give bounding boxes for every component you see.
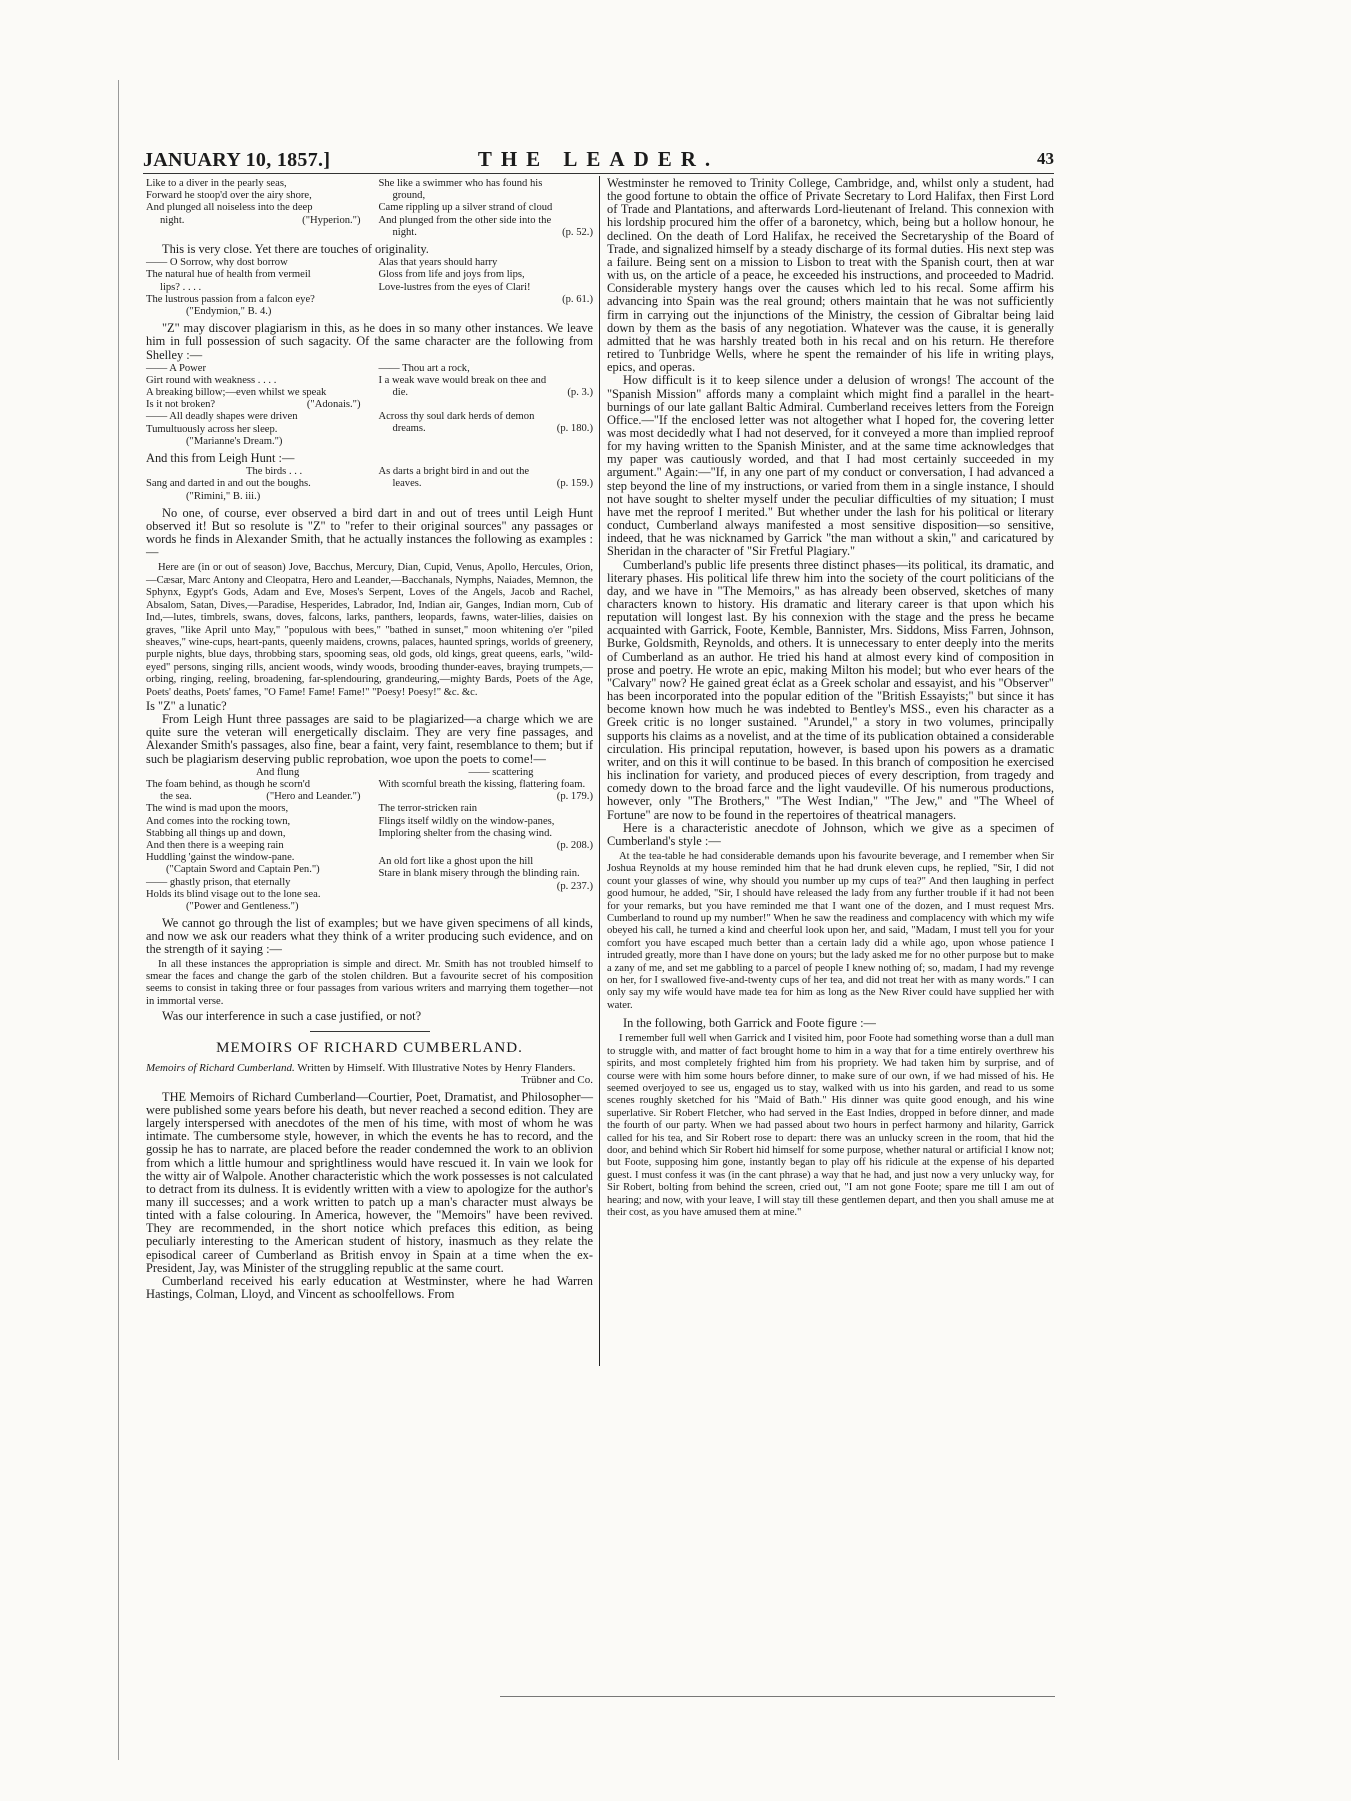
book-details <box>146 1062 593 1087</box>
book-info: Written by Himself. With Illustrative Notes by Henry Flanders. <box>297 1061 576 1074</box>
paragraph: "Z" may discover plagiarism in this, as he does in so many other instances. We leave him in full possession of such sagacity. Of the same character are the following from Shelley :— <box>146 321 593 362</box>
book-title: Memoirs of Richard Cumberland. <box>146 1061 295 1074</box>
section-rule <box>310 1031 430 1032</box>
quotation: At the tea-table he had considerable demands upon his favourite beverage, and I remember when Sir Joshua Reynolds at my house reminded him that he had drunk eleven cups, he replied, "Sir, I did not count your glasses of wine, why should you number up my cups of tea?" And then laughing in perfect good humour, he added, "Sir, I should have released the lady from any further trouble if it had not been for your remarks, but you have reminded me that I want one of the dozen, and I must request Mrs. Cumberland to round up my number!" When he saw the readiness and complacency with which my wife obeyed his call, he turned a kind and cheerful look upon her, and said, "Madam, I must tell you for your comfort you have escaped much better than a certain lady did a while ago, upon whose patience I intruded greatly, more than I have done on yours; but the lady asked me for no other purpose but to make a zany of me, and set me gabbling to a parcel of people I knew nothing of; so, madam, I had my revenge on her, for I swallowed five-and-twenty cups of her tea, and did not treat her with as many words." I can only say my wife would have made tea for him as long as the New River could have supplied her with water. <box>607 850 1054 1011</box>
newspaper-title: THE LEADER. <box>477 147 720 171</box>
verse-hunt: The birds . . . Sang and darted in and out the boughs. ("Rimini," B. iii.) As darts a bright bird in and out the leaves. (p. 159.) <box>146 466 593 502</box>
paragraph: We cannot go through the list of examples; but we have given specimens of all kinds, and now we ask our readers what they think of a writer producing such evidence, and on the strength of it saying :— <box>146 916 593 957</box>
paragraph: THE Memoirs of Richard Cumberland—Courtier, Poet, Dramatist, and Philosopher—were published some years before his death, but never reached a second edition. They are largely interspersed with anecdotes of the men of his time, with most of whom he was intimate. The cumbersome style, however, in which the events he has to record, and the gossip he has to narrate, are placed before the reader condemned the work to an oblivion from which a little humour and sprightliness would have rescued it. In vain we look for the witty air of Walpole. Another characteristic which the work possesses is not calculated to detract from its dulness. It is evidently written with a view to apologize for the author's many ill successes; and a work written to patch up a man's character must always be tinted with a false colouring. In America, however, the "Memoirs" have been revived. They are recommended, in the short notice which prefaces this edition, as being peculiarly interesting to the American student of history, inasmuch as they relate the episodical career of Cumberland as British envoy in Spain at a time when the ex-President, Jay, was Minister of the struggling republic at the same court. <box>146 1089 593 1275</box>
paragraph: Here is a characteristic anecdote of Johnson, which we give as a specimen of Cumberland's style :— <box>607 820 1054 848</box>
paragraph: And this from Leigh Hunt :— <box>146 451 295 466</box>
paragraph: Is "Z" a lunatic? <box>146 698 227 713</box>
page-number: 43 <box>1037 149 1054 168</box>
header-rule <box>143 173 1054 174</box>
column-divider <box>599 176 600 1366</box>
page-header <box>143 147 1054 173</box>
publisher: Trübner and Co. <box>520 1074 593 1087</box>
section-heading: MEMOIRS OF RICHARD CUMBERLAND. <box>216 1040 523 1057</box>
paragraph: In the following, both Garrick and Foote figure :— <box>623 1016 876 1031</box>
footer-rule <box>500 1696 1055 1697</box>
paragraph: This is very close. Yet there are touches of originality. <box>162 242 429 257</box>
quotation: I remember full well when Garrick and I visited him, poor Foote had something worse than a dull man to struggle with, and matter of fact brought home to him in a way that for a time entirely overthrew his spirits, and most completely frighted him from his propriety. We had taken him by surprise, and of course were with him some hours before dinner, to make sure of our own, if we had missed of his. He seemed overjoyed to see us, engaged us to stay, walked with us into his garden, and read to us some scenes roughly sketched for his "Maid of Bath." His dinner was quite good enough, and his wine superlative. Sir Robert Fletcher, who had served in the East Indies, dropped in before dinner, and made the fourth of our party. When we had passed about two hours in perfect harmony and hilarity, Garrick called for his tea, and Sir Robert rose to depart: there was an unlucky screen in the room, that hid the door, and behind which Sir Robert hid himself for some purpose, whether natural or artificial I know not; but Foote, supposing him gone, instantly began to play off his ridicule at the expense of his departed guest. I must confess it was (in the cant phrase) a way that he had, and just now a very unlucky way, for Sir Robert, bolting from behind the screen, cried out, "I am not gone Foote; spare me till I am out of hearing; and now, with your leave, I will stay till these gentlemen depart, and then you shall amuse me at their cost, as you have amused them at mine." <box>607 1033 1054 1219</box>
verse-endymion: —— O Sorrow, why dost borrow The natural hue of health from vermeil lips? . . . . The lustrous passion from a falcon eye? ("Endymion," B. 4.) Alas that years should harry Gloss from life and joys from lips, Love-lustres from the eyes of Clari! (p. 61.) <box>146 257 593 317</box>
header-date: JANUARY 10, 1857.] <box>143 149 331 171</box>
verse-comparisons: And flung The foam behind, as though he scorn'd the sea. ("Hero and Leander.") The wind is mad upon the moors, And comes into the rocking town, Stabbing all things up and down, And then there is a weeping rain Huddling 'gainst the window-pane. ("Captain Sword and Captain Pen.") —— ghastly prison, that eternally Holds its blind visage out to the lone sea. ("Power and Gentleness.") —— scattering With scornful breath the kissing, flattering foam. (p. 179.) The terror-stricken rain Flings itself wildly on the window-panes, Imploring shelter from the chasing wind. (p. 208.) An old fort like a ghost upon the hill Stare in blank misery through the blinding rain. (p. 237.) <box>146 766 593 912</box>
paragraph: Cumberland received his early education at Westminster, where he had Warren Hastings, Colman, Lloyd, and Vincent as schoolfellows. From <box>146 1273 593 1302</box>
quotation: In all these instances the appropriation is simple and direct. Mr. Smith has not troubled himself to smear the faces and change the garb of the stolen children. But a favourite secret of his composition seems to consist in taking three or four passages from various writers and marrying them together—not in immortal verse. <box>146 958 593 1007</box>
left-column <box>146 177 593 1301</box>
paragraph: No one, of course, ever observed a bird dart in and out of trees until Leigh Hunt observed it! But so resolute is "Z" to "refer to their original sources" any passages or words he finds in Alexander Smith, that he actually instances the following as examples :— <box>146 505 593 560</box>
verse-right: She like a swimmer who has found his ground, Came rippling up a silver strand of cloud And plunged from the other side into the night. (p. 52.) <box>378 178 593 238</box>
page-binding-edge <box>118 80 119 1760</box>
quoted-list: Here are (in or out of season) Jove, Bacchus, Mercury, Dian, Cupid, Venus, Apollo, Hercules, Orion,—Cæsar, Marc Antony and Cleopatra, Hero and Leander,—Bacchanals, Nymphs, Naiades, Memnon, the Sphynx, Egypt's Gods, Adam and Eve, Moses's Serpent, Loves of the Angels, Jacob and Rachel, Absalom, Satan, Dives,—Paradise, Hesperides, Labrador, Ind, Indian air, Ganges, Indian morn, Cub of Ind,—lutes, timbrels, swans, doves, falcons, larks, panthers, leopards, fawns, water-lilies, daisies on graves, "like April unto May," "populous with bees," "bathed in sunset," moon whitening o'er "piled sheaves," wine-cups, heart-pants, queenly maidens, crowns, palaces, haunted springs, worlds of greenery, purple nights, blue days, throbbing stars, spooming seas, old gods, old kings, great queens, earls, "wild-eyed" persons, singing rills, ancient woods, windy woods, brooding thunder-eaves, braying trumpets,—orbing, ringing, reeling, broadening, far-splendouring, grandeuring,—mighty Bards, Poets of the Age, Poets' deaths, Poets' fames, "O Fame! Fame! Fame!" "Poesy! Poesy!" &c. &c. <box>146 562 593 698</box>
verse-hyperion <box>146 178 593 239</box>
paragraph: From Leigh Hunt three passages are said to be plagiarized—a charge which we are quite sure the veteran will energetically disclaim. They are very fine passages, and Alexander Smith's passages, also fine, bear a faint, very faint, resemblance to them; but if such be plagiarism deserving public reprobation, woe upon the poets to come!— <box>146 712 593 766</box>
right-column <box>607 177 1054 1223</box>
paragraph: How difficult is it to keep silence under a delusion of wrongs! The account of the "Spanish Mission" affords many a complaint which might find a parallel in the heart-burnings of our late gallant Baltic Admiral. Cumberland receives letters from the Foreign Office.—"If the enclosed letter was not altogether what I hoped for, the covering letter was most decidedly what I had not deserved, for it conveyed a more than implied reproof for my having written to the Spanish Minister, and at the same time acknowledges that my paper was cautiously worded, and that I had most certainly succeeded in my argument." Again:—"If, in any one part of my conduct or conversation, I had advanced a step beyond the line of my instructions, or varied from them in a single instance, I should not have sought to shelter myself under the peculiar difficulties of my situation; I must have met the reproof I merited." But whether under the lash for his political or literary conduct, Cumberland always manifested a most sensitive disposition—so sensitive, indeed, that he was nicknamed by Garrick "the man without a skin," and caricatured by Sheridan in the character of "Sir Fretful Plagiary." <box>607 373 1054 559</box>
verse-left: Like to a diver in the pearly seas, Forward he stoop'd over the airy shore, And plunged all noiseless into the deep night. ("Hyperion.") <box>146 178 361 226</box>
paragraph: Westminster he removed to Trinity College, Cambridge, and, whilst only a student, had the good fortune to obtain the office of Private Secretary to Lord Halifax, then First Lord of Trade and Plantations, and afterwards Lord-lieutenant of Ireland. This connexion with his lordship procured him the offer of a baronetcy, which, being but a hollow honour, he declined. On the death of Lord Halifax, he received the Secretaryship of the Board of Trade, and signalized himself by a steady discharge of its formal duties. His next step was a failure. Being sent on a mission to Lisbon to treat with the Spanish court, then at war with us, on the article of a peace, he exceeded his instructions, and proceeded to Madrid. Considerable mystery hangs over the causes which led to his recal. Some affirm his advancing into Spain was the real ground; others maintain that he was not sufficiently firm in carrying out the injunctions of the Ministry, the cession of Gibraltar being laid down by them as the basis of any negotiation. Whatever was the cause, it is generally admitted that he was harshly treated both in his recal and on his return. He therefore retired to Tunbridge Wells, where he spent the remainder of his life in writing plays, epics, and operas. <box>607 176 1054 375</box>
paragraph: Was our interference in such a case justified, or not? <box>162 1009 422 1024</box>
paragraph: Cumberland's public life presents three distinct phases—its political, its dramatic, and literary phases. His political life threw him into the society of the court politicians of the day, and we have in "The Memoirs," as has already been observed, sketches of many characters known to history. His dramatic and literary career is that upon which his reputation will longest last. By his connexion with the stage and the press he became acquainted with Garrick, Foote, Kemble, Bannister, Mrs. Siddons, Miss Farren, Johnson, Burke, Goldsmith, Reynolds, and others. It is unnecessary to enter deeply into the merits of Cumberland as an author. He tried his hand at almost every kind of composition in prose and poetry. He wrote an epic, making Milton his model; but who ever hears of the "Calvary" now? He gained great éclat as a Greek scholar and essayist, and his "Observer" has been incorporated into the popular edition of the "British Essayists;" but since it has become known how much he was indebted to Bentley's MSS., even his character as a Greek critic is no longer sustained. "Arundel," a story in two volumes, principally supports his claims as a novelist, and at the time of its publication obtained a considerable circulation. His principal reputation, however, is based upon his powers as a dramatic writer, and on this it will continue to be based. In this branch of composition he exercised his inclination for variety, and produced pieces of every description, from tragedy and comedy down to the broad farce and the light vaudeville. Of his numerous productions, however, only "The Brothers," "The West Indian," "The Jew," and "The Wheel of Fortune" are now to be found in the repertoires of theatrical managers. <box>607 557 1054 822</box>
verse-shelley: —— A Power Girt round with weakness . . . . A breaking billow;—even whilst we speak Is it not broken? ("Adonais.") —— All deadly shapes were driven Tumultuously across her sleep. ("Marianne's Dream.") —— Thou art a rock, I a weak wave would break on thee and die. (p. 3.) Across thy soul dark herds of demon dreams. (p. 180.) <box>146 362 593 447</box>
